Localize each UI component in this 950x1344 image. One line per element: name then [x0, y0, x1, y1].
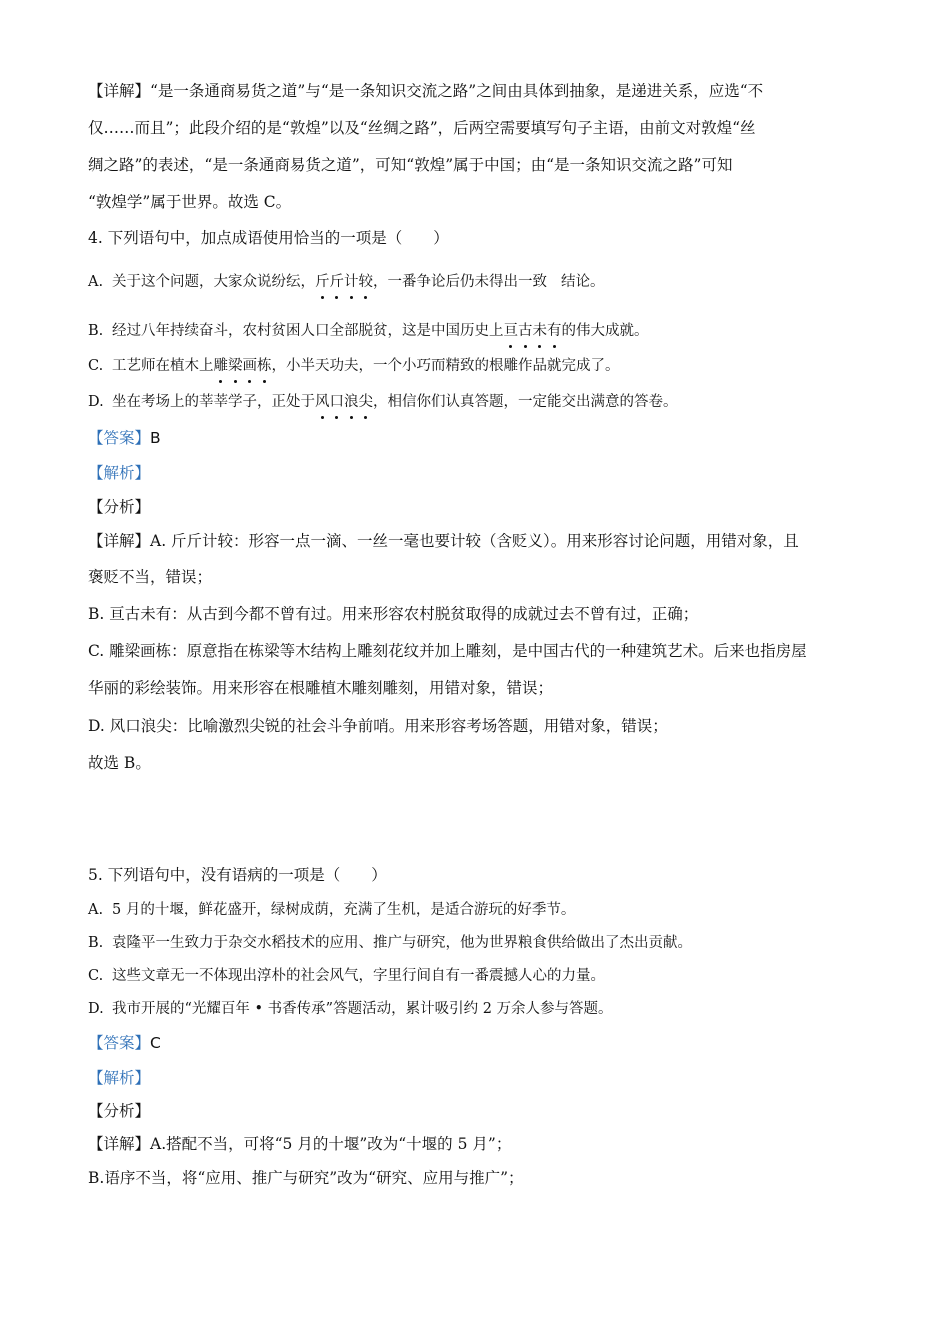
q5-option-c	[88, 965, 605, 987]
q5-fenxi-label: 【分析】	[88, 1102, 151, 1120]
option-letter: A.	[88, 902, 104, 918]
q4-stem: 4. 下列语句中，加点成语使用恰当的一项是（ ）	[88, 229, 449, 247]
option-letter: D.	[88, 1001, 104, 1017]
q3-detail-line-1: 【详解】“是一条通商易货之道”与“是一条知识交流之路”之间由具体到抽象，是递进关系，应选“不	[88, 82, 764, 100]
answer-value: B	[150, 429, 161, 447]
option-letter: C.	[88, 968, 104, 984]
option-text: 工艺师在植木上	[112, 358, 214, 374]
dotted-char: 口	[330, 391, 345, 413]
option-letter: B.	[88, 935, 104, 951]
dotted-char: 浪	[344, 391, 359, 413]
q4-detail-line-5: 华丽的彩绘装饰。用来形容在根雕植木雕刻雕刻，用错对象，错误；	[88, 679, 554, 697]
option-text: ，小半天功夫，一个小巧而精致的根雕作品就完成了。	[271, 358, 620, 374]
q5-stem: 5. 下列语句中，没有语病的一项是（ ）	[88, 866, 387, 884]
option-text: 结论。	[561, 274, 605, 290]
q4-fenxi-label: 【分析】	[88, 498, 151, 516]
option-text: 这些文章无一不体现出淳朴的社会风气，字里行间自有一番震撼人心的力量。	[112, 968, 605, 984]
q3-detail-line-4: “敦煌学”属于世界。故选 C。	[88, 193, 292, 211]
option-letter: A.	[88, 274, 104, 290]
dotted-char: 梁	[228, 355, 243, 377]
q4-detail-line-7: 故选 B。	[88, 754, 151, 772]
option-text: ，一番争论后仍未得出一致	[373, 274, 547, 290]
q4-option-c	[88, 355, 620, 377]
q5-detail-line-2: B.语序不当，将“应用、推广与研究”改为“研究、应用与推广”；	[88, 1169, 524, 1187]
q4-option-d	[88, 391, 678, 413]
dotted-char: 雕	[214, 355, 229, 377]
q5-answer	[88, 1032, 161, 1054]
dotted-char: 斤	[330, 271, 345, 293]
answer-value: C	[150, 1034, 161, 1052]
q4-detail-line-4: C. 雕梁画栋：原意指在栋梁等木结构上雕刻花纹并加上雕刻，是中国古代的一种建筑艺术。后来也指房屋	[88, 642, 807, 660]
q5-detail-line-1: 【详解】A.搭配不当，可将“5 月的十堰”改为“十堰的 5 月”；	[88, 1135, 512, 1153]
q4-detail-line-3: B. 亘古未有：从古到今都不曾有过。用来形容农村脱贫取得的成就过去不曾有过，正确；	[88, 605, 699, 623]
dotted-char: 计	[344, 271, 359, 293]
q5-option-d	[88, 998, 613, 1020]
dotted-char: 未	[533, 320, 548, 342]
option-text: 我市开展的“光耀百年 • 书香传承”答题活动，累计吸引约 2 万余人参与答题。	[112, 1001, 613, 1017]
q4-analysis-label: 【解析】	[88, 464, 151, 482]
dotted-char: 栋	[257, 355, 272, 377]
dotted-char: 画	[243, 355, 258, 377]
q3-detail-line-2: 仅……而且”；此段介绍的是“敦煌”以及“丝绸之路”，后两空需要填写句子主语，由前文对敦煌“丝	[88, 119, 756, 137]
q4-detail-line-2: 褒贬不当，错误；	[88, 568, 213, 586]
q5-option-b	[88, 932, 692, 954]
option-text: 经过八年持续奋斗，农村贫困人口全部脱贫，这是中国历史上	[112, 323, 504, 339]
q5-analysis-label: 【解析】	[88, 1069, 151, 1087]
option-letter: C.	[88, 358, 104, 374]
option-text: 坐在考场上的莘莘学子，正处于	[112, 394, 315, 410]
option-text: 袁隆平一生致力于杂交水稻技术的应用、推广与研究，他为世界粮食供给做出了杰出贡献。	[112, 935, 692, 951]
q4-option-b	[88, 320, 649, 342]
dotted-char: 较	[359, 271, 374, 293]
q4-detail-line-6: D. 风口浪尖：比喻激烈尖锐的社会斗争前哨。用来形容考场答题，用错对象，错误；	[88, 717, 668, 735]
dotted-char: 尖	[359, 391, 374, 413]
q4-option-a	[88, 271, 605, 293]
answer-label: 【答案】	[88, 429, 151, 447]
option-text: ，相信你们认真答题，一定能交出满意的答卷。	[373, 394, 678, 410]
answer-label: 【答案】	[88, 1034, 151, 1052]
option-letter: D.	[88, 394, 104, 410]
dotted-char: 风	[315, 391, 330, 413]
dotted-char: 斤	[315, 271, 330, 293]
dotted-char: 古	[518, 320, 533, 342]
option-text: 关于这个问题，大家众说纷纭，	[112, 274, 315, 290]
option-text: 的伟大成就。	[561, 323, 649, 339]
q4-answer	[88, 427, 161, 449]
dotted-char: 亘	[504, 320, 519, 342]
q4-detail-line-1: 【详解】A. 斤斤计较：形容一点一滴、一丝一毫也要计较（含贬义）。用来形容讨论问题，用错对象，且	[88, 532, 799, 550]
q5-option-a	[88, 899, 575, 921]
option-letter: B.	[88, 323, 104, 339]
option-text: 5 月的十堰，鲜花盛开，绿树成荫，充满了生机，是适合游玩的好季节。	[112, 902, 576, 918]
dotted-char: 有	[547, 320, 562, 342]
q3-detail-line-3: 绸之路”的表述，“是一条通商易货之道”，可知“敦煌”属于中国；由“是一条知识交流之路”可知	[88, 156, 733, 174]
